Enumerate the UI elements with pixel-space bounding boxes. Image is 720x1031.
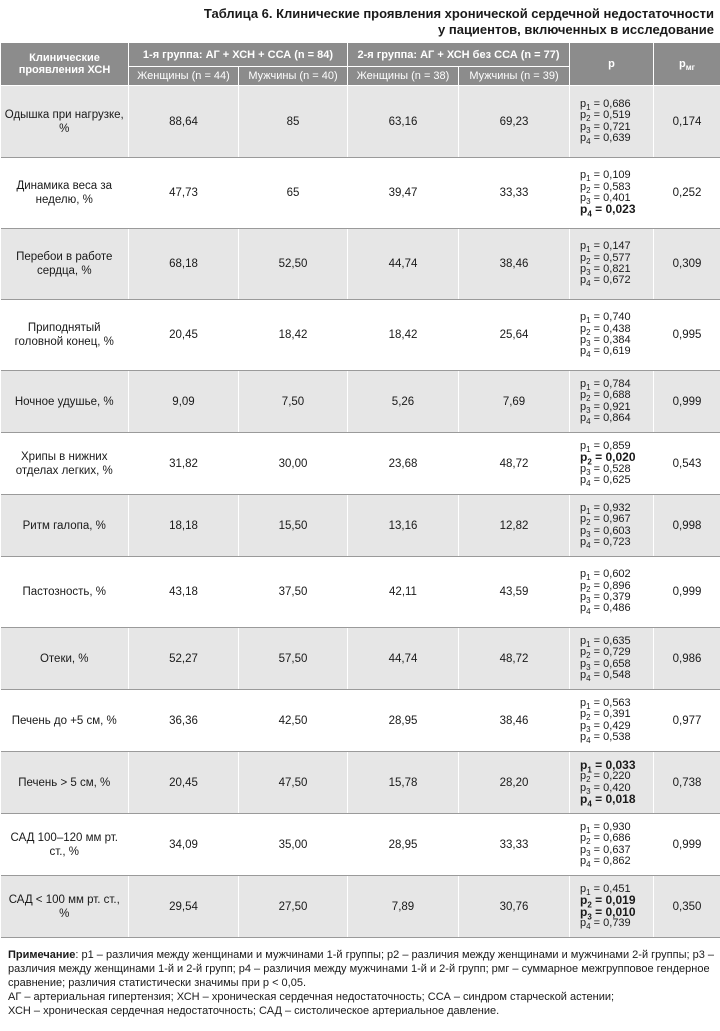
g1-men-value: 57,50 [239,628,348,690]
p3-value: $p_3 = 0,379$ [580,591,631,606]
p-number: 0,864 [603,411,631,424]
row-label: Хрипы в нижних отделах легких, % [1,433,129,495]
p-number: 0,686 [603,97,631,110]
g2-men-value: 48,72 [459,433,570,495]
p-values [570,158,654,229]
p3-value: $p_3 = 0,637$ [580,843,631,858]
header-g1-men: Мужчины (n = 40) [239,67,348,86]
p4-value: $p_4 = 0,486$ [580,602,631,617]
g2-men-value: 43,59 [459,557,570,628]
g1-men-value: 52,50 [239,229,348,300]
row-label: САД < 100 мм рт. ст., % [1,876,129,938]
pmg-value: 0,309 [654,229,720,300]
g2-men-value: 48,72 [459,628,570,690]
row-label: Приподнятый головной конец, % [1,300,129,371]
p-number: 0,451 [603,882,631,895]
p-number: 0,379 [603,591,631,603]
p3-value: $p_3 = 0,401$ [580,192,631,207]
p-values [570,495,654,557]
p1-value: $p_1 = 0,109$ [580,169,631,184]
pmg-value: 0,174 [654,86,720,158]
g2-women-value: 15,78 [348,752,459,814]
table-row [1,628,720,690]
note-line-3: ХСН – хроническая сердечная недостаточность; САД – систолическое артериальное давление. [8,1005,500,1017]
p4-value: $p_4 = 0,672$ [580,274,631,289]
g1-women-value: 36,36 [129,690,239,752]
p-number: 0,967 [603,513,631,526]
p1-value: $p_1 = 0,686$ [580,97,631,113]
p-number: 0,740 [603,311,631,324]
g2-women-value: 44,74 [348,229,459,300]
pmg-value: 0,350 [654,876,720,938]
p-number: 0,784 [603,377,631,390]
g2-women-value: 63,16 [348,86,459,158]
header-clinical-manifestations: Клинические проявления ХСН [1,43,129,86]
row-label: Одышка при нагрузке, % [1,86,129,158]
p2-value: $p_2 = 0,019$ [580,893,636,910]
p-number: 0,739 [603,916,631,929]
g2-men-value: 33,33 [459,814,570,876]
p-number: 0,147 [603,240,631,253]
header-group2: 2-я группа: АГ + ХСН без ССА (n = 77) [348,43,570,67]
g1-women-value: 34,09 [129,814,239,876]
g1-men-value: 35,00 [239,814,348,876]
g2-men-value: 33,33 [459,158,570,229]
g1-women-value: 20,45 [129,300,239,371]
p-number: 0,023 [605,202,636,217]
g2-women-value: 23,68 [348,433,459,495]
table-title [114,6,714,38]
p-values [570,814,654,876]
row-label: Отеки, % [1,628,129,690]
p2-value: $p_2 = 0,438$ [580,322,631,337]
table-row [1,433,720,495]
p-number: 0,109 [603,169,631,182]
p-number: 0,033 [605,757,636,772]
p-number: 0,721 [603,120,631,133]
p-number: 0,401 [603,192,631,204]
pmg-value: 0,986 [654,628,720,690]
p-values [570,752,654,814]
g2-men-value: 69,23 [459,86,570,158]
g2-women-value: 5,26 [348,371,459,433]
g1-men-value: 47,50 [239,752,348,814]
p-values [570,433,654,495]
p-number: 0,672 [603,274,631,287]
p1-value: $p_1 = 0,602$ [580,568,631,583]
p-values [570,557,654,628]
p2-value: $p_2 = 0,896$ [580,579,631,594]
g1-women-value: 9,09 [129,371,239,433]
p3-value: $p_3 = 0,721$ [580,120,631,135]
p3-value: $p_3 = 0,603$ [580,524,631,539]
header-g1-women: Женщины (n = 44) [129,67,239,86]
table-row [1,371,720,433]
header-group1: 1-я группа: АГ + ХСН + ССА (n = 84) [129,43,348,67]
pmg-value: 0,999 [654,814,720,876]
p-number: 0,528 [603,462,631,475]
g2-women-value: 39,47 [348,158,459,229]
p2-value: $p_2 = 0,967$ [580,513,631,528]
p3-value: $p_3 = 0,528$ [580,462,631,477]
g2-men-value: 7,69 [459,371,570,433]
row-label: Перебои в работе сердца, % [1,229,129,300]
row-label: Ритм галопа, % [1,495,129,557]
p2-value: $p_2 = 0,688$ [580,389,631,404]
g1-men-value: 27,50 [239,876,348,938]
p3-value: $p_3 = 0,658$ [580,657,631,672]
p-number: 0,563 [603,696,631,709]
row-label: Динамика веса за неделю, % [1,158,129,229]
table-row [1,300,720,371]
g2-men-value: 38,46 [459,229,570,300]
g2-women-value: 44,74 [348,628,459,690]
p-values [570,371,654,433]
table-row [1,690,720,752]
p2-value: $p_2 = 0,583$ [580,180,631,195]
g1-women-value: 47,73 [129,158,239,229]
p2-value: $p_2 = 0,729$ [580,646,631,661]
p-number: 0,635 [603,634,631,647]
p3-value: $p_3 = 0,420$ [580,781,631,796]
pmg-value: 0,738 [654,752,720,814]
p-number: 0,577 [603,251,631,264]
p2-value: $p_2 = 0,020$ [580,450,636,467]
p4-value: $p_4 = 0,723$ [580,535,631,550]
pmg-value: 0,998 [654,495,720,557]
p3-value: $p_3 = 0,921$ [580,400,631,415]
header-g2-women: Женщины (n = 38) [348,67,459,86]
p-number: 0,686 [603,832,631,845]
p-number: 0,020 [605,450,636,465]
header-pmg [654,43,720,86]
g1-men-value: 30,00 [239,433,348,495]
p-number: 0,583 [603,180,631,193]
g2-men-value: 12,82 [459,495,570,557]
p1-value: $p_1 = 0,932$ [580,501,631,517]
p-number: 0,220 [603,770,631,783]
table-note [8,948,714,1018]
p-number: 0,921 [603,400,631,413]
p-number: 0,688 [603,389,631,402]
p1-value: $p_1 = 0,859$ [580,439,631,455]
g1-men-value: 37,50 [239,557,348,628]
g2-men-value: 25,64 [459,300,570,371]
p-number: 0,658 [603,657,631,670]
p-number: 0,896 [603,579,631,592]
p-number: 0,018 [605,791,636,806]
g1-men-value: 85 [239,86,348,158]
g2-men-value: 28,20 [459,752,570,814]
p-values [570,690,654,752]
table-row [1,86,720,158]
p-number: 0,729 [603,646,631,659]
pmg-value: 0,999 [654,371,720,433]
g2-women-value: 7,89 [348,876,459,938]
table-row [1,752,720,814]
p1-value: $p_1 = 0,784$ [580,377,631,393]
g1-men-value: 18,42 [239,300,348,371]
table-row [1,229,720,300]
pmg-value: 0,999 [654,557,720,628]
g1-women-value: 29,54 [129,876,239,938]
g1-men-value: 65 [239,158,348,229]
table-title-line1: Таблица 6. Клинические проявления хронической сердечной недостаточности [203,6,714,21]
p-number: 0,821 [603,263,631,275]
g1-men-value: 7,50 [239,371,348,433]
g1-women-value: 31,82 [129,433,239,495]
g2-women-value: 18,42 [348,300,459,371]
p-number: 0,619 [603,345,631,358]
p-number: 0,391 [603,708,631,721]
p4-value: $p_4 = 0,018$ [580,791,636,809]
p1-value: $p_1 = 0,033$ [580,757,636,775]
p4-value: $p_4 = 0,625$ [580,473,631,488]
p1-value: $p_1 = 0,451$ [580,882,631,898]
g1-women-value: 52,27 [129,628,239,690]
p-values [570,86,654,158]
g1-women-value: 43,18 [129,557,239,628]
note-line-1: : p1 – различия между женщинами и мужчинами 1-й группы; p2 – различия между женщинами и мужчинами 2-й группы; p3 – различия между женщинами 1-й и 2-й групп; p4 – различия между мужчинами 1-й и 2-й групп; pмг – суммарное межгрупповое гендерное сравнение; различия статистически значимы при p < 0,05. [8,949,714,989]
p4-value: $p_4 = 0,538$ [580,730,631,745]
p1-value: $p_1 = 0,740$ [580,311,631,326]
p-number: 0,438 [603,322,631,335]
p1-value: $p_1 = 0,635$ [580,634,631,650]
p4-value: $p_4 = 0,023$ [580,202,636,219]
row-label: Печень > 5 см, % [1,752,129,814]
p2-value: $p_2 = 0,686$ [580,832,631,847]
p1-value: $p_1 = 0,147$ [580,240,631,255]
p-number: 0,019 [605,893,636,908]
p3-value: $p_3 = 0,384$ [580,334,631,349]
header-pmg-sub: мг [685,63,695,73]
p3-value: $p_3 = 0,821$ [580,263,631,278]
pmg-value: 0,977 [654,690,720,752]
p4-value: $p_4 = 0,864$ [580,411,631,426]
table-title-line2: у пациентов, включенных в исследование [438,22,714,37]
g2-women-value: 28,95 [348,814,459,876]
table-row [1,876,720,938]
p-number: 0,859 [603,439,631,452]
table-row [1,158,720,229]
p-number: 0,932 [603,501,631,514]
p-number: 0,723 [603,535,631,548]
p-values [570,628,654,690]
p-number: 0,548 [603,668,631,681]
p-number: 0,429 [603,719,631,732]
p4-value: $p_4 = 0,619$ [580,345,631,360]
g2-women-value: 13,16 [348,495,459,557]
p4-value: $p_4 = 0,862$ [580,854,631,869]
p-number: 0,486 [603,602,631,615]
header-g2-men: Мужчины (n = 39) [459,67,570,86]
pmg-value: 0,543 [654,433,720,495]
p-number: 0,639 [603,131,631,144]
g2-men-value: 38,46 [459,690,570,752]
g1-women-value: 18,18 [129,495,239,557]
p4-value: $p_4 = 0,739$ [580,916,631,931]
row-label: Печень до +5 см, % [1,690,129,752]
p-number: 0,602 [603,568,631,581]
g2-women-value: 42,11 [348,557,459,628]
g1-men-value: 42,50 [239,690,348,752]
p3-value: $p_3 = 0,429$ [580,719,631,734]
g2-women-value: 28,95 [348,690,459,752]
p2-value: $p_2 = 0,577$ [580,251,631,266]
p-number: 0,862 [603,854,631,867]
pmg-value: 0,252 [654,158,720,229]
table-row [1,495,720,557]
p4-value: $p_4 = 0,639$ [580,131,631,146]
p2-value: $p_2 = 0,220$ [580,770,631,785]
p-number: 0,420 [603,781,631,794]
g2-men-value: 30,76 [459,876,570,938]
p-number: 0,625 [603,473,631,486]
p2-value: $p_2 = 0,391$ [580,708,631,723]
p-values [570,300,654,371]
p-values [570,876,654,938]
p1-value: $p_1 = 0,930$ [580,820,631,836]
p2-value: $p_2 = 0,519$ [580,109,631,124]
p-number: 0,930 [603,820,631,833]
header-p: p [570,43,654,86]
pmg-value: 0,995 [654,300,720,371]
p3-value: $p_3 = 0,010$ [580,904,636,921]
p-number: 0,637 [603,843,631,856]
g1-women-value: 20,45 [129,752,239,814]
p-number: 0,538 [603,730,631,743]
p-number: 0,603 [603,524,631,537]
table-row [1,814,720,876]
row-label: Ночное удушье, % [1,371,129,433]
p-number: 0,010 [605,904,636,919]
p4-value: $p_4 = 0,548$ [580,668,631,683]
header-pmg-label: p [679,58,686,70]
row-label: Пастозность, % [1,557,129,628]
table-row [1,557,720,628]
p-values [570,229,654,300]
header-row-1 [1,43,720,67]
p-number: 0,519 [603,109,631,122]
data-table [0,42,720,938]
note-line-2: АГ – артериальная гипертензия; ХСН – хроническая сердечная недостаточность; ССА – синдром старческой астении; [8,991,615,1003]
g1-men-value: 15,50 [239,495,348,557]
p1-value: $p_1 = 0,563$ [580,696,631,712]
p-number: 0,384 [603,334,631,346]
g1-women-value: 68,18 [129,229,239,300]
table-body [1,86,720,938]
row-label: САД 100–120 мм рт. ст., % [1,814,129,876]
g1-women-value: 88,64 [129,86,239,158]
note-label: Примечание [8,949,76,961]
